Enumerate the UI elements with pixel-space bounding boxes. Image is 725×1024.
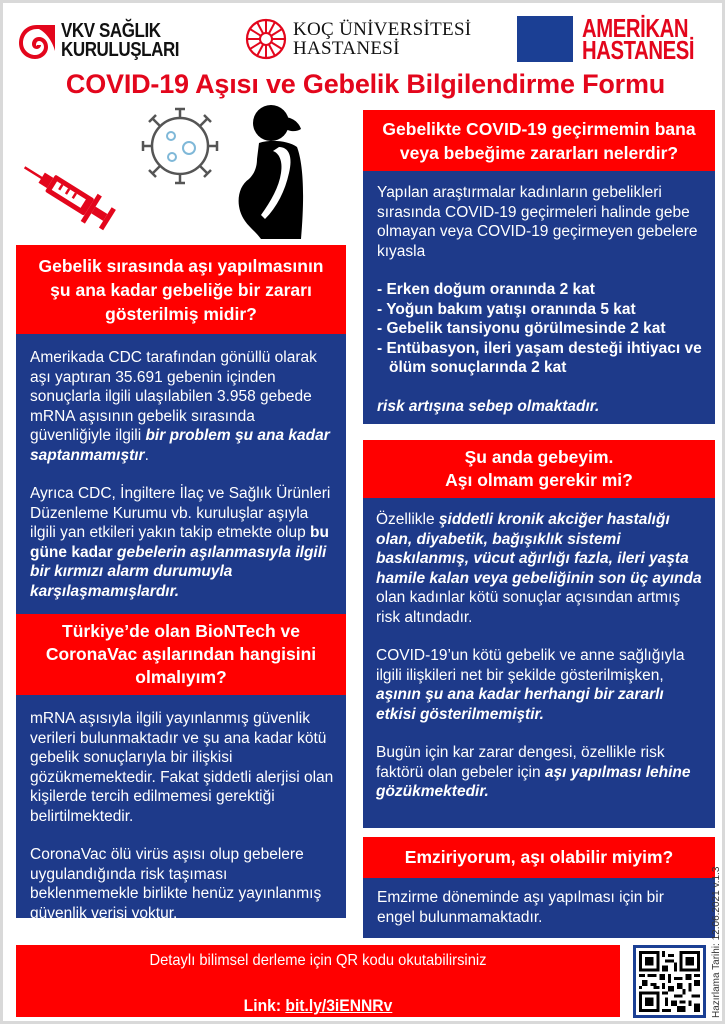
pregnant-woman-icon	[235, 103, 315, 239]
qr-code-icon	[639, 951, 700, 1012]
footer-link-label: Link:	[243, 996, 286, 1015]
card-answer	[16, 695, 346, 922]
answer-text: .	[144, 446, 149, 464]
amerikan-logo-line2: HASTANESİ	[582, 35, 695, 65]
answer-emphasis: aşı yapılması lehine gözükmektedir.	[376, 763, 691, 800]
answer-text: Özellikle	[376, 511, 439, 528]
virus-icon	[137, 103, 223, 189]
answer-text: olan kadınlar kötü sonuçlar açısından artmış risk altındadır.	[376, 589, 681, 626]
card-vaccine-harm	[16, 245, 346, 626]
card-question-line1: Şu anda gebeyim.	[464, 447, 614, 467]
koc-logo	[245, 17, 471, 61]
answer-text: Yapılan araştırmalar kadınların gebelikleri sırasında COVID-19 geçirmeleri halinde gebe olmayan veya COVID-19 geçirmeyen gebelere kıyasla	[377, 184, 698, 260]
answer-text: mRNA aşısıyla ilgili yayınlanmış güvenlik verileri bulunmaktadır ve şu ana kadar kötü gebelik sonuçlarıyla bir ilişkisi gözükmemektedir. Fakat şiddetli alerjisi olan kişilerde tercih edilmemesi gerektiği belirtilmektedir.	[30, 710, 334, 825]
risk-list	[377, 280, 705, 378]
answer-emphasis: aşının şu ana kadar herhangi bir zararlı etkisi gösterilmemiştir.	[376, 686, 664, 723]
card-answer	[363, 498, 715, 828]
vkv-logo	[17, 21, 200, 61]
footer-banner	[16, 945, 620, 1017]
answer-text: CoronaVac ölü virüs aşısı olup gebelere uygulandığında risk taşıması beklenmemekle birlikte henüz yayınlanmış güvenlik verisi yoktur.	[30, 846, 322, 922]
card-covid-risks	[363, 110, 715, 424]
answer-text: Bugün için kar zarar dengesi, özellikle risk faktörü olan gebeler için	[376, 744, 665, 781]
card-which-vaccine	[16, 614, 346, 922]
risk-item: - Entübasyon, ileri yaşam desteği ihtiyacı ve ölüm sonuçlarında 2 kat	[377, 339, 702, 376]
vkv-shell-icon	[17, 21, 57, 61]
answer-emphasis: bir problem şu ana kadar saptanmamıştır	[30, 427, 330, 464]
koc-logo-line1: KOÇ ÜNİVERSİTESİ	[293, 19, 472, 40]
card-answer	[363, 171, 715, 424]
card-question: Türkiye’de olan BioNTech ve CoronaVac aşılarından hangisini olmalıyım?	[16, 614, 346, 695]
risk-item: - Gebelik tansiyonu görülmesinde 2 kat	[377, 320, 666, 337]
answer-text: Ayrıca CDC, İngiltere İlaç ve Sağlık Ürünleri Düzenleme Kurumu vb. kuruluşlar aşıyla ilgili yan etkileri yakın takip etmekte olup	[30, 485, 331, 541]
footer-link[interactable]: bit.ly/3iENNRv	[285, 996, 393, 1015]
risk-item: - Yoğun bakım yatışı oranında 5 kat	[377, 300, 636, 318]
answer-text: COVID-19’un kötü gebelik ve anne sağlığıyla ilgili ilişkileri net bir şekilde gösterilmişken,	[376, 647, 685, 684]
card-question: Emziriyorum, aşı olabilir miyim?	[363, 837, 715, 878]
card-question	[363, 440, 715, 498]
vkv-logo-line1: VKV SAĞLIK	[61, 20, 161, 42]
page-title: COVID-19 Aşısı ve Gebelik Bilgilendirme Formu	[65, 69, 666, 99]
footer-qr-text: Detaylı bilimsel derleme için QR kodu okutabilirsiniz	[149, 952, 487, 969]
amerikan-logo-square	[517, 16, 573, 62]
card-answer: Emzirme döneminde aşı yapılması için bir engel bulunmamaktadır.	[363, 878, 715, 938]
answer-bold: bu güne kadar	[30, 524, 329, 561]
amerikan-logo	[517, 15, 725, 63]
koc-logo-line2: HASTANESİ	[293, 38, 400, 59]
card-question: Gebelik sırasında aşı yapılmasının şu ana kadar gebeliğe bir zararı gösterilmiş midir?	[16, 245, 346, 334]
amerikan-logo-line1: AMERİKAN	[582, 13, 689, 43]
answer-emphasis: risk artışına sebep olmaktadır.	[377, 397, 600, 415]
syringe-icon	[17, 163, 127, 235]
card-answer	[16, 334, 346, 626]
card-question: Gebelikte COVID-19 geçirmemin bana veya bebeğime zararları nelerdir?	[363, 110, 715, 171]
answer-emphasis: gebelerin aşılanmasıyla ilgili bir kırmızı alarm durumuyla karşılaşmamışlardır.	[30, 543, 327, 600]
card-pregnant-now	[363, 440, 715, 828]
koc-sunburst-icon	[245, 18, 287, 60]
qr-code[interactable]	[633, 945, 706, 1018]
answer-text: Amerikada CDC tarafından gönüllü olarak aşı yaptıran 35.691 gebenin içinden sonuçlarla ilgili ulaşılabilen 3.958 gebede mRNA aşısının gebelik sırasında güvenliğiyle ilgili	[30, 349, 317, 444]
card-breastfeeding	[363, 837, 715, 938]
risk-item: - Erken doğum oranında 2 kat	[377, 281, 595, 298]
vkv-logo-line2: KURULUŞLARI	[61, 39, 180, 61]
answer-emphasis: şiddetli kronik akciğer hastalığı olan, diyabetik, bağışıklık sistemi baskılanmış, vücut ağırlığı fazla, ileri yaşta hamile kalan veya gebeliğinin son üç ayında	[376, 511, 702, 587]
preparation-date: Hazırlama Tarihi: 12.06.2021 v.1.3	[711, 866, 722, 1018]
card-question-line2: Aşı olmam gerekir mi?	[445, 470, 633, 490]
